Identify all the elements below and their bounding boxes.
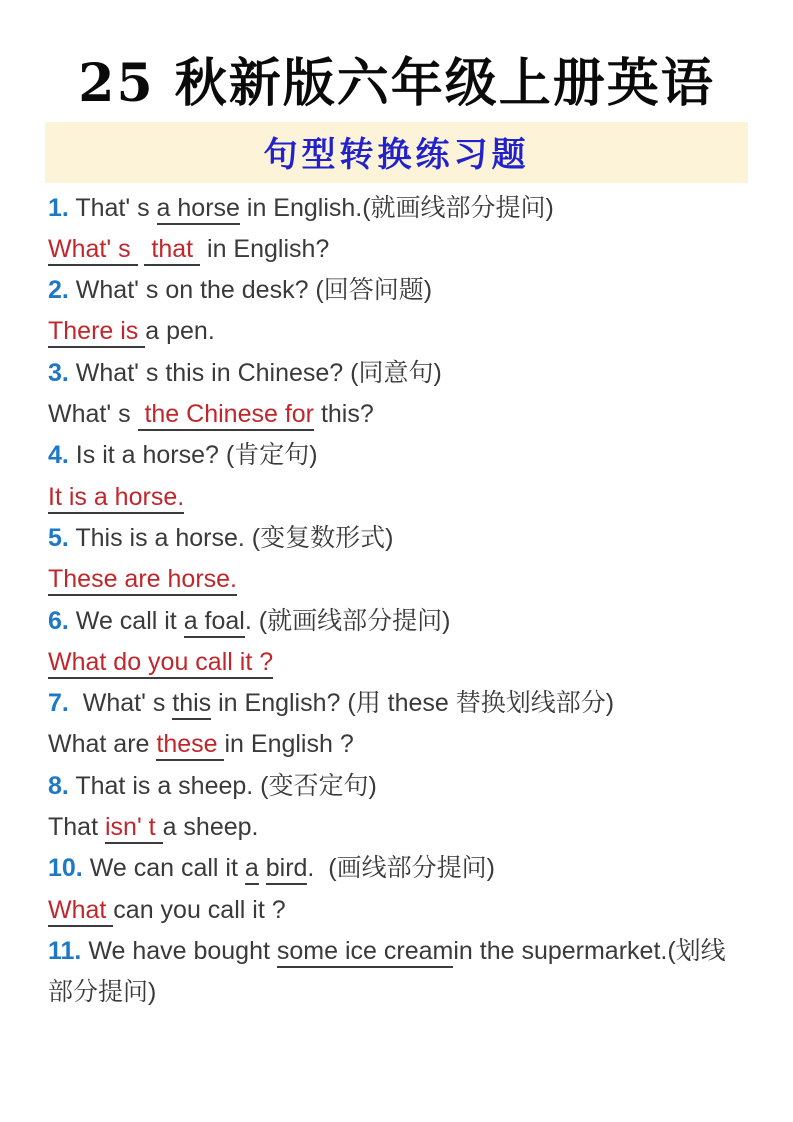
exercise-line (48, 601, 748, 642)
answer-text: these (156, 730, 224, 761)
text-segment: We can call it (82, 854, 245, 883)
text-segment: in English? (用 these 替换划线部分) (211, 689, 615, 718)
exercise-line (48, 972, 748, 1013)
text-segment: in English ? (224, 730, 354, 759)
text-segment: That (48, 813, 105, 842)
exercise-line (48, 848, 748, 889)
exercise-line (48, 477, 748, 518)
text-segment: in English.(就画线部分提问) (239, 193, 554, 222)
exercise-line (48, 353, 748, 394)
exercise-line (48, 766, 748, 807)
text-segment: can you call it ? (113, 895, 286, 924)
exercise-line (48, 311, 748, 352)
underlined-text: a (245, 854, 259, 885)
exercise-line (48, 807, 748, 848)
exercise-line (48, 931, 748, 972)
answer-text: These are horse. (48, 565, 237, 596)
exercise-line (48, 683, 748, 724)
exercise-line (48, 642, 748, 683)
text-segment: a pen. (145, 317, 215, 346)
document-title: 25 秋新版六年级上册英语 (78, 53, 715, 114)
item-number: 4. (48, 441, 69, 470)
item-number: 2. (48, 276, 69, 305)
item-number: 8. (48, 771, 69, 800)
exercise-line (48, 394, 748, 435)
text-segment: . (就画线部分提问) (244, 606, 451, 635)
text-segment: in the supermarket.(划线 (453, 936, 726, 965)
text-segment: This is a horse. (变复数形式) (68, 523, 394, 552)
section-subtitle: 句型转换练习题 (263, 134, 530, 175)
underlined-text: this (172, 689, 211, 720)
text-segment: That' s (68, 193, 157, 222)
answer-text: the Chinese for (138, 400, 315, 431)
exercise-line (48, 724, 748, 765)
answer-text: isn' t (105, 813, 163, 844)
item-number: 11. (48, 936, 82, 965)
exercise-lines (48, 188, 748, 1014)
text-segment: 部分提问) (48, 978, 157, 1007)
text-segment: a sheep. (162, 813, 259, 842)
answer-text: What do you call it ? (48, 648, 273, 679)
text-segment: Is it a horse? (肯定句) (68, 441, 318, 470)
text-segment: That is a sheep. (变否定句) (68, 771, 377, 800)
answer-text: What (48, 896, 113, 927)
underlined-text: some ice cream (277, 937, 453, 968)
text-segment (259, 854, 266, 882)
text-segment: What' s (68, 689, 173, 718)
underlined-text: a foal (184, 607, 245, 638)
text-segment: this? (314, 400, 374, 429)
answer-text: There is (48, 317, 145, 348)
answer-text: that (144, 235, 200, 266)
text-segment: What' s on the desk? (回答问题) (68, 276, 433, 305)
text-segment: What' s this in Chinese? (同意句) (68, 358, 442, 387)
item-number: 6. (48, 606, 69, 635)
text-segment: . (画线部分提问) (307, 854, 495, 883)
exercise-line (48, 890, 748, 931)
underlined-text: bird (266, 854, 308, 885)
text-segment: What are (48, 730, 157, 759)
item-number: 1. (48, 193, 69, 222)
answer-text: What' s (48, 235, 138, 266)
text-segment: We have bought (81, 936, 277, 965)
exercise-line (48, 270, 748, 311)
exercise-line (48, 435, 748, 476)
exercise-line (48, 229, 748, 270)
exercise-line (48, 559, 748, 600)
exercise-line (48, 188, 748, 229)
section-banner (45, 122, 748, 183)
underlined-text: a horse (157, 194, 240, 225)
exercise-line (48, 518, 748, 559)
item-number: 10. (48, 854, 83, 883)
text-segment: We call it (68, 606, 184, 635)
text-segment: What' s (48, 400, 138, 429)
item-number: 3. (48, 358, 69, 387)
item-number: 7. (48, 689, 69, 718)
text-segment: in English? (200, 234, 330, 263)
item-number: 5. (48, 523, 69, 552)
answer-text: It is a horse. (48, 483, 184, 514)
